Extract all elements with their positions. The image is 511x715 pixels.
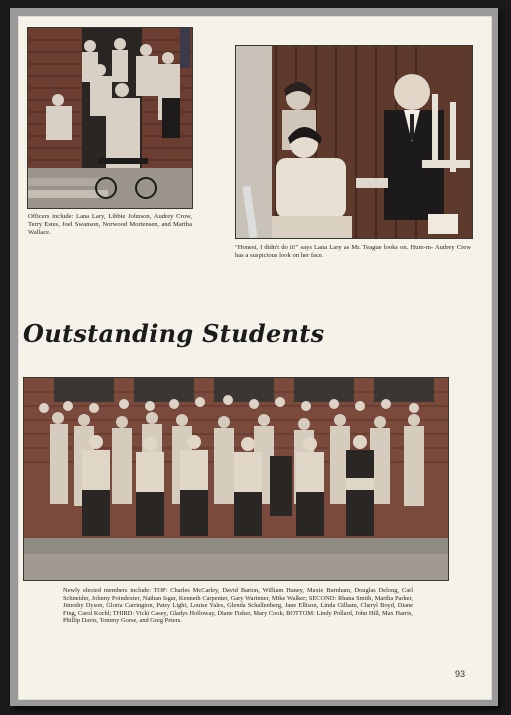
- officers-photo: [27, 27, 193, 209]
- group-caption: Newly elected members include: TOP: Charles McCarley, David Barton, William Haney, Maxie Burnham, Douglas Delong, Carl Schneider, Johnny Poindexter, Nathan Isgar, Kenneth Carpenter, Gary Warinner, Mike Walker; SECOND: Rhana Smith, Martha Parker, Jimothy Dyson, Gloria Carrington, Patsy Light, Louise Yales, Glenda Schallenberg, Jane Ellison, Linda Gilham, Cheryl Boyd, Diane Fing, Carol Kochl; THIRD: Vicki Casey, Gladys Holloway, Diane Fisher, Mary Cook; BOTTOM: Lindy Pollard, John Hill, Max Harris, Phillip Davis, Tommy Gorse, and Greg Peters.: [63, 587, 413, 625]
- yearbook-page: [18, 16, 492, 700]
- teague-caption: "Honest, I didn't do it!" says Lana Lary as Mr. Teague looks on. Hum-m- Audrey Crew has a suspicious look on her face.: [235, 244, 471, 259]
- page-number: 93: [454, 669, 465, 679]
- teague-photo: [235, 45, 473, 239]
- section-heading: Outstanding Students: [23, 319, 325, 348]
- officers-caption: Officers include: Lana Lary, Libbie Johnson, Audrey Crow, Terry Estes, Joel Swanson, Norwood Mortensen, and Martha Wallace.: [28, 213, 192, 236]
- group-photo: [23, 377, 449, 581]
- page-frame: [10, 8, 498, 706]
